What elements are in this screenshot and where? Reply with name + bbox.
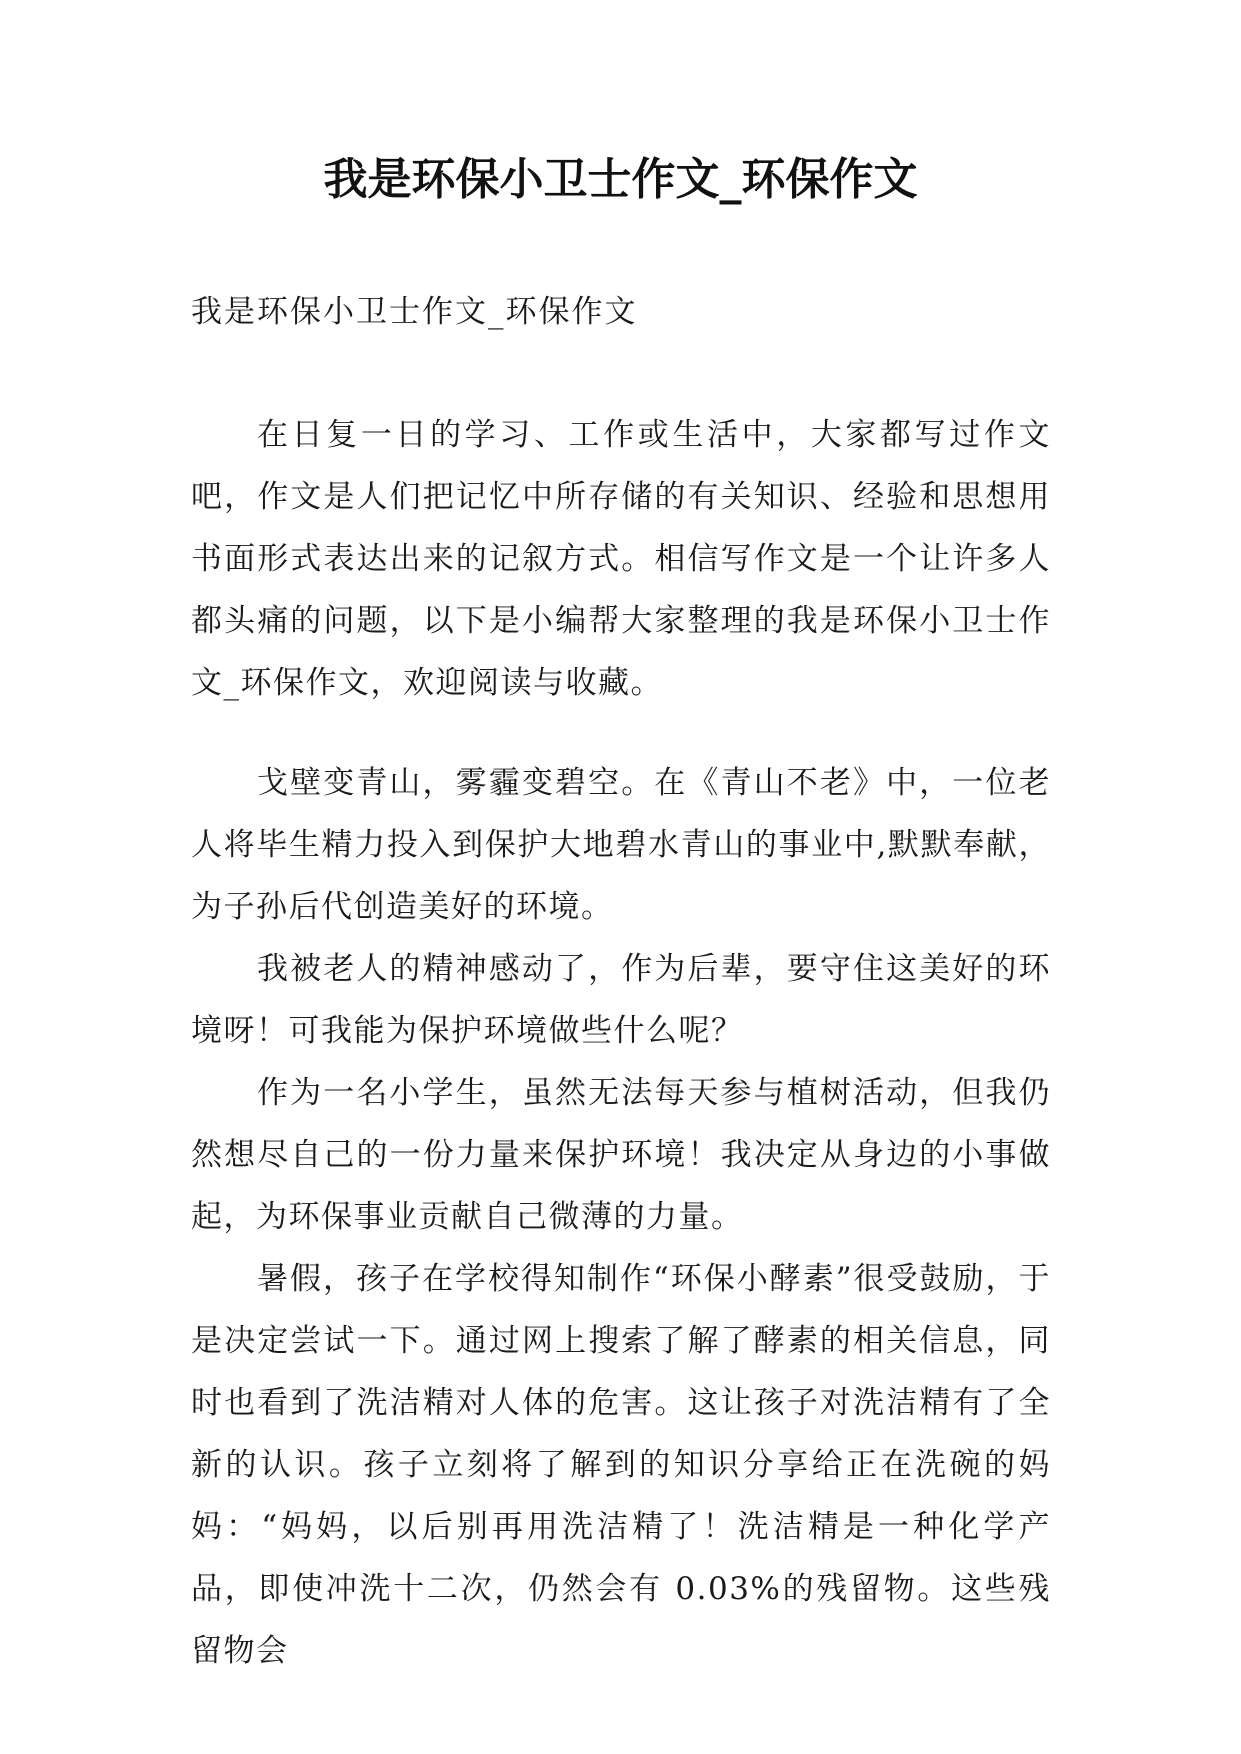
essay-paragraph: 我被老人的精神感动了，作为后辈，要守住这美好的环境呀！可我能为保护环境做些什么呢？ bbox=[191, 951, 1051, 1049]
essay-paragraph: 戈壁变青山，雾霾变碧空。在《青山不老》中，一位老人将毕生精力投入到保护大地碧水青山的事业中,默默奉献，为子孙后代创造美好的环境。 bbox=[191, 765, 1051, 925]
essay-body bbox=[191, 752, 1051, 1682]
essay-paragraph: 作为一名小学生，虽然无法每天参与植树活动，但我仍然想尽自己的一份力量来保护环境！我决定从身边的小事做起，为环保事业贡献自己微薄的力量。 bbox=[191, 1075, 1051, 1235]
essay-paragraph: 暑假，孩子在学校得知制作“环保小酵素”很受鼓励，于是决定尝试一下。通过网上搜索了解了酵素的相关信息，同时也看到了洗洁精对人体的危害。这让孩子对洗洁精有了全新的认识。孩子立刻将了解到的知识分享给正在洗碗的妈妈：“妈妈，以后别再用洗洁精了！洗洁精是一种化学产品，即使冲洗十二次，仍然会有 0.03%的残留物。这些残留物会 bbox=[191, 1261, 1051, 1669]
intro-paragraph: 在日复一日的学习、工作或生活中，大家都写过作文吧，作文是人们把记忆中所存储的有关知识、经验和思想用书面形式表达出来的记叙方式。相信写作文是一个让许多人都头痛的问题，以下是小编帮大家整理的我是环保小卫士作文_环保作文，欢迎阅读与收藏。 bbox=[191, 417, 1051, 701]
document-title: 我是环保小卫士作文_环保作文 bbox=[323, 154, 918, 205]
document-subtitle: 我是环保小卫士作文_环保作文 bbox=[191, 294, 638, 330]
